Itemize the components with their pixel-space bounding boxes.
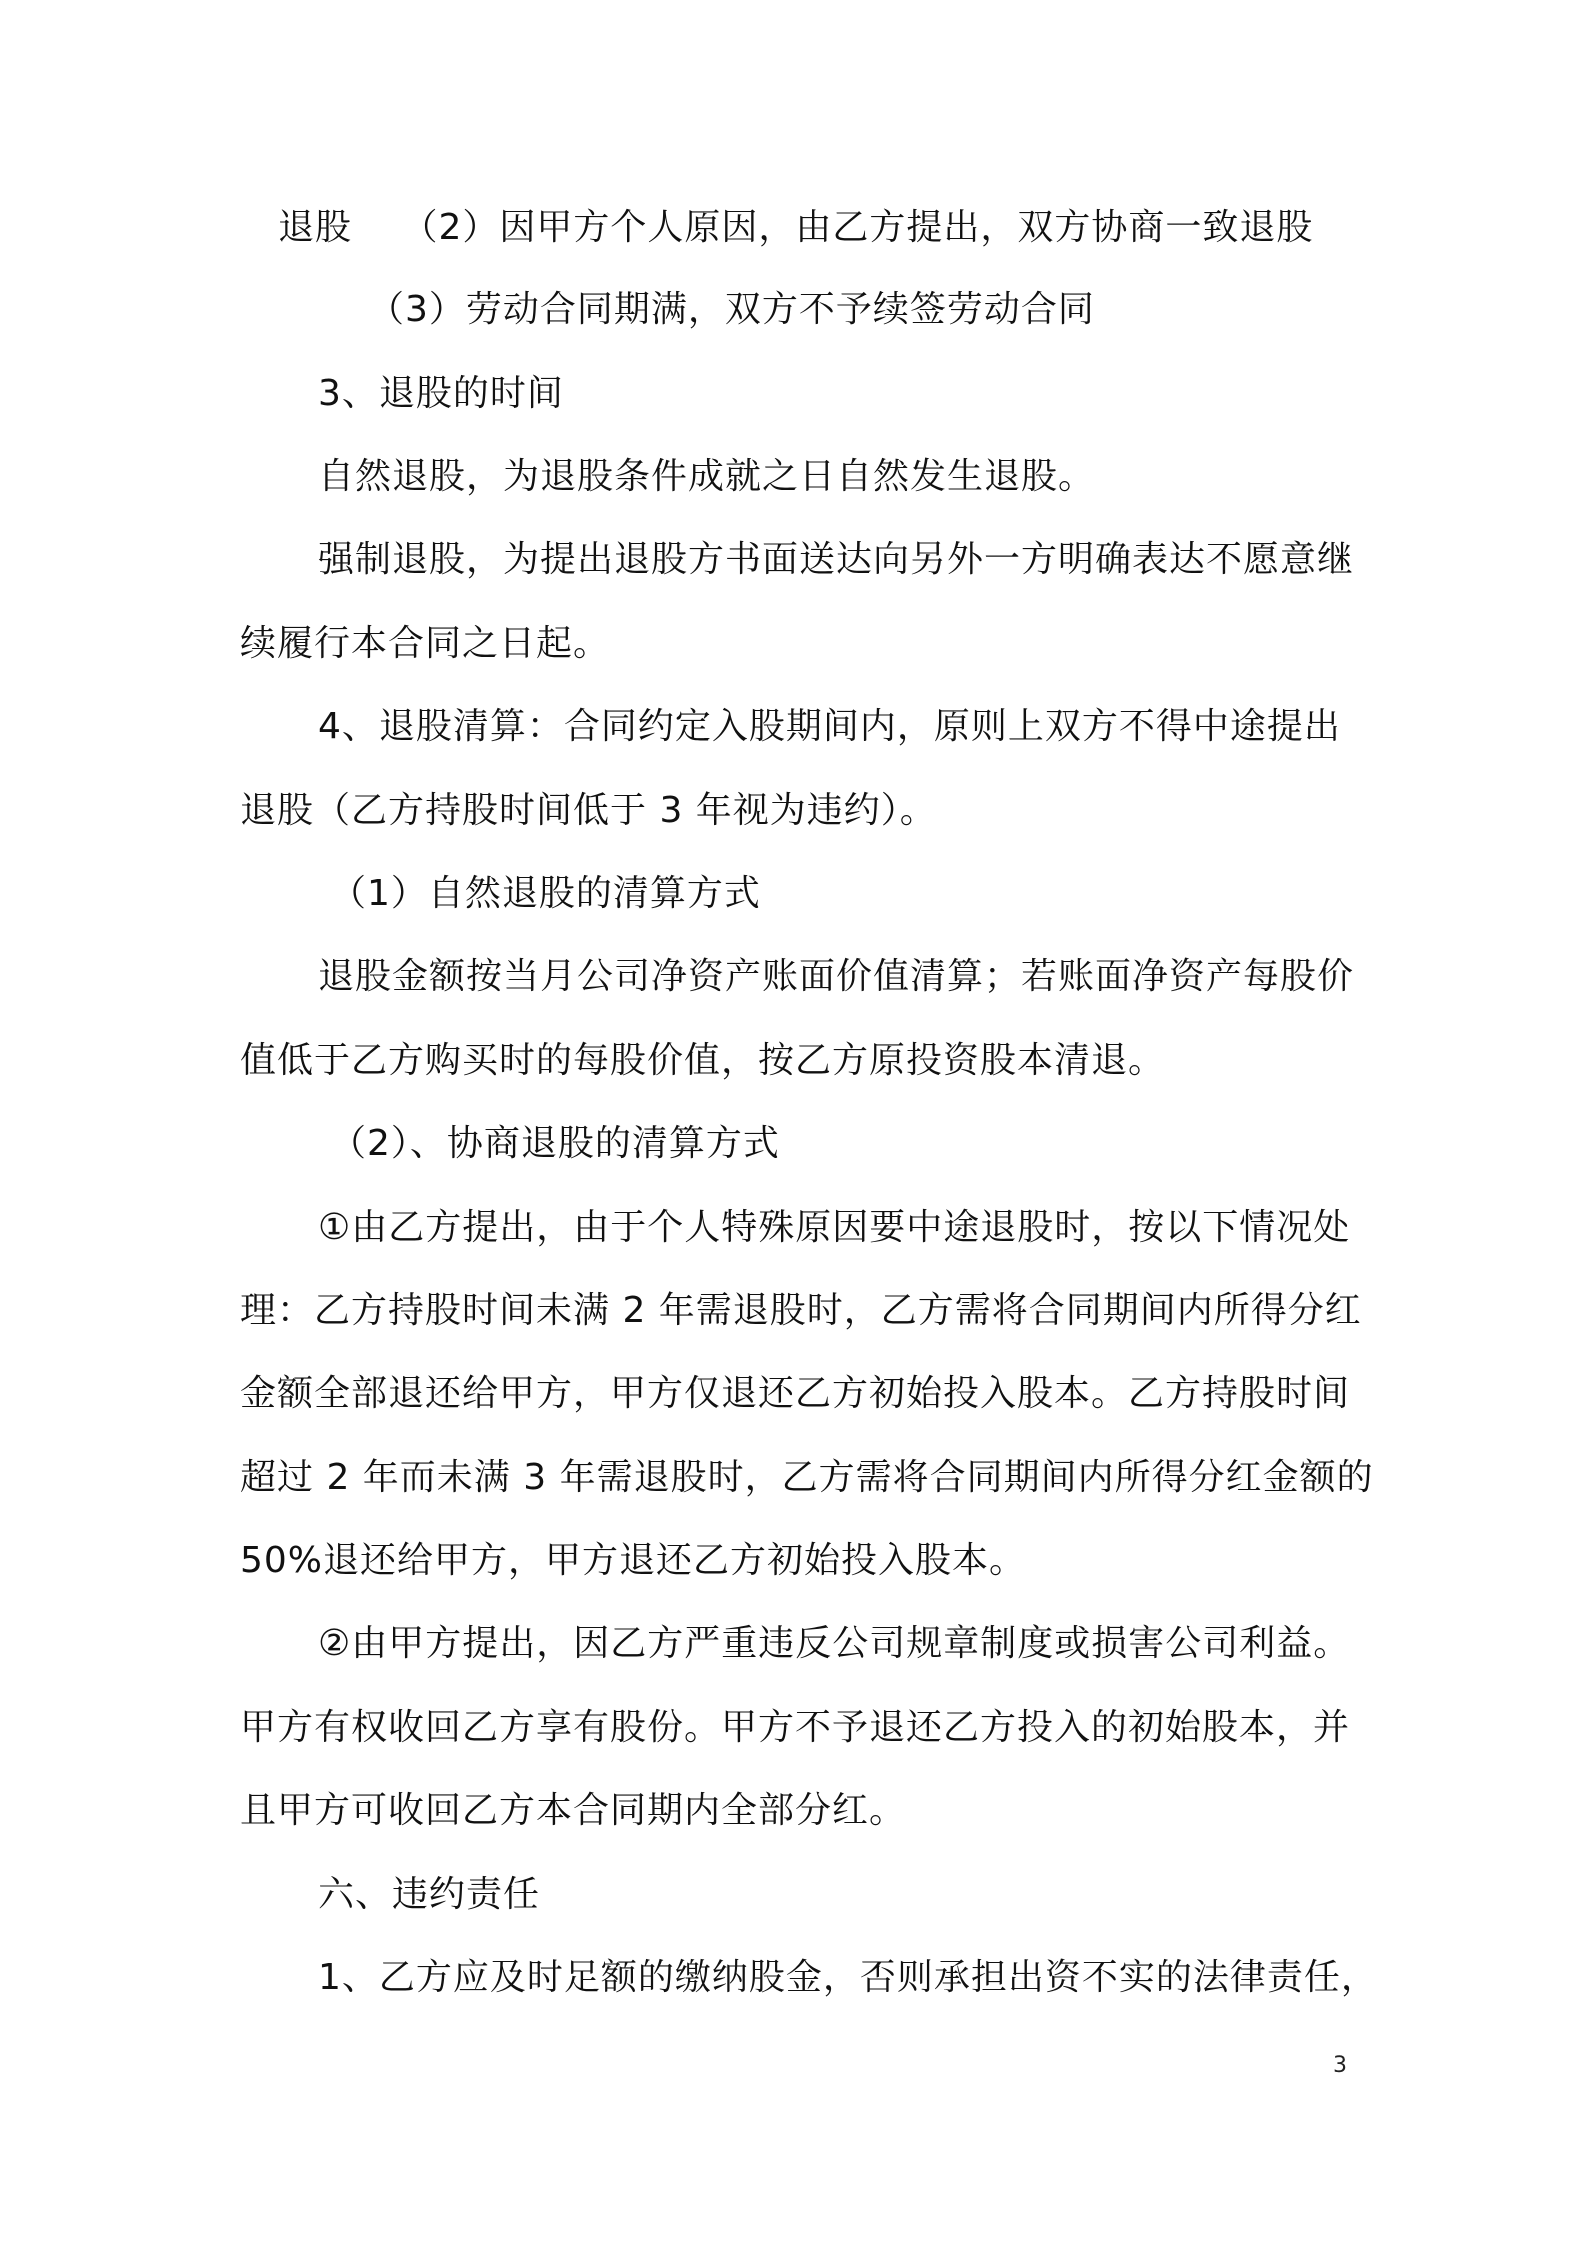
page-number: 3 xyxy=(1333,2053,1347,2078)
text-line: 退股 （2）因甲方个人原因，由乙方提出，双方协商一致退股 xyxy=(278,207,1314,248)
text-line: 续履行本合同之日起。 xyxy=(240,623,611,664)
text-line: 退股金额按当月公司净资产账面价值清算；若账面净资产每股价 xyxy=(318,956,1355,997)
section-heading: 3、退股的时间 xyxy=(318,373,564,414)
section-heading: 六、违约责任 xyxy=(318,1874,541,1915)
text-line: ①由乙方提出，由于个人特殊原因要中途退股时，按以下情况处 xyxy=(318,1207,1351,1248)
text-line: 甲方有权收回乙方享有股份。甲方不予退还乙方投入的初始股本，并 xyxy=(240,1707,1351,1748)
text-line: 强制退股，为提出退股方书面送达向另外一方明确表达不愿意继 xyxy=(318,539,1355,580)
text-line: 金额全部退还给甲方，甲方仅退还乙方初始投入股本。乙方持股时间 xyxy=(240,1373,1351,1414)
text-line: ②由甲方提出，因乙方严重违反公司规章制度或损害公司利益。 xyxy=(318,1623,1351,1664)
subsection-heading: （1）自然退股的清算方式 xyxy=(330,873,761,914)
text-line: 退股（乙方持股时间低于 3 年视为违约）。 xyxy=(240,790,937,831)
text-line: 超过 2 年而未满 3 年需退股时，乙方需将合同期间内所得分红金额的 xyxy=(240,1457,1374,1498)
text-line: 50%退还给甲方，甲方退还乙方初始投入股本。 xyxy=(240,1540,1027,1581)
text-line: 且甲方可收回乙方本合同期内全部分红。 xyxy=(240,1790,907,1831)
text-line: 自然退股，为退股条件成就之日自然发生退股。 xyxy=(318,456,1096,497)
text-line: 理：乙方持股时间未满 2 年需退股时，乙方需将合同期间内所得分红 xyxy=(240,1290,1362,1331)
text-line: （3）劳动合同期满，双方不予续签劳动合同 xyxy=(368,289,1095,330)
subsection-heading: （2）、协商退股的清算方式 xyxy=(330,1123,780,1164)
text-line: 值低于乙方购买时的每股价值，按乙方原投资股本清退。 xyxy=(240,1040,1166,1081)
section-heading: 4、退股清算：合同约定入股期间内，原则上双方不得中途提出 xyxy=(318,706,1341,747)
text-line: 1、乙方应及时足额的缴纳股金，否则承担出资不实的法律责任， xyxy=(318,1957,1378,1998)
